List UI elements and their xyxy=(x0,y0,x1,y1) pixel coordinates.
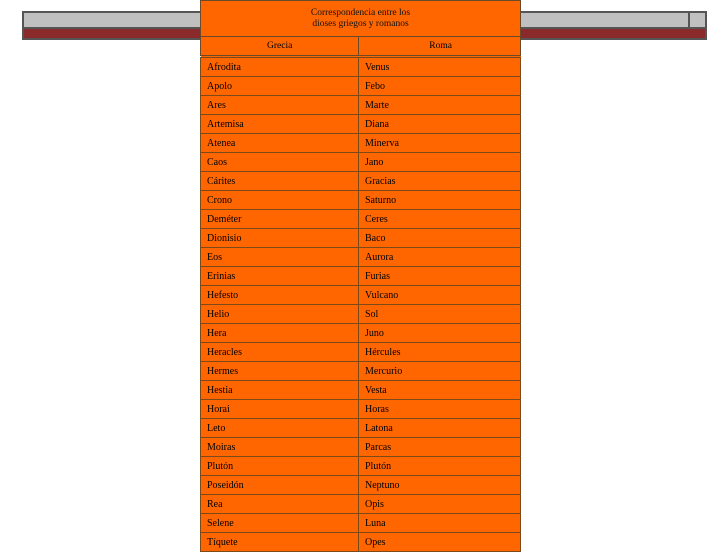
slide-corner-box xyxy=(688,11,707,29)
roman-god-cell: Juno xyxy=(359,324,521,343)
roman-god-cell: Furias xyxy=(359,267,521,286)
roman-god-cell: Ceres xyxy=(359,210,521,229)
table-row xyxy=(201,495,521,514)
header-greek: Grecia xyxy=(201,37,359,56)
table-row xyxy=(201,96,521,115)
roman-god-cell: Minerva xyxy=(359,134,521,153)
table-row xyxy=(201,533,521,552)
table-row xyxy=(201,248,521,267)
greek-god-cell: Horai xyxy=(201,400,359,419)
greek-god-cell: Caos xyxy=(201,153,359,172)
greek-god-cell: Dionisio xyxy=(201,229,359,248)
roman-god-cell: Hércules xyxy=(359,343,521,362)
table-row xyxy=(201,457,521,476)
greek-god-cell: Leto xyxy=(201,419,359,438)
roman-god-cell: Horas xyxy=(359,400,521,419)
roman-god-cell: Latona xyxy=(359,419,521,438)
greek-god-cell: Hefesto xyxy=(201,286,359,305)
header-roman: Roma xyxy=(359,37,521,56)
table-row xyxy=(201,305,521,324)
greek-god-cell: Eos xyxy=(201,248,359,267)
roman-god-cell: Parcas xyxy=(359,438,521,457)
table-row xyxy=(201,438,521,457)
greek-god-cell: Heracles xyxy=(201,343,359,362)
table-row xyxy=(201,362,521,381)
roman-god-cell: Gracias xyxy=(359,172,521,191)
roman-god-cell: Sol xyxy=(359,305,521,324)
table-row xyxy=(201,286,521,305)
greek-god-cell: Crono xyxy=(201,191,359,210)
table-row xyxy=(201,419,521,438)
table-body xyxy=(201,58,521,552)
table-row xyxy=(201,229,521,248)
greek-god-cell: Selene xyxy=(201,514,359,533)
greek-god-cell: Rea xyxy=(201,495,359,514)
table-row xyxy=(201,191,521,210)
roman-god-cell: Luna xyxy=(359,514,521,533)
roman-god-cell: Neptuno xyxy=(359,476,521,495)
roman-god-cell: Saturno xyxy=(359,191,521,210)
table-row xyxy=(201,172,521,191)
roman-god-cell: Vulcano xyxy=(359,286,521,305)
greek-god-cell: Plutón xyxy=(201,457,359,476)
roman-god-cell: Vesta xyxy=(359,381,521,400)
table-row xyxy=(201,343,521,362)
roman-god-cell: Diana xyxy=(359,115,521,134)
roman-god-cell: Jano xyxy=(359,153,521,172)
table-row xyxy=(201,476,521,495)
table-row xyxy=(201,324,521,343)
table-row xyxy=(201,381,521,400)
roman-god-cell: Opis xyxy=(359,495,521,514)
greek-god-cell: Atenea xyxy=(201,134,359,153)
greek-god-cell: Cárites xyxy=(201,172,359,191)
greek-god-cell: Apolo xyxy=(201,77,359,96)
greek-god-cell: Helio xyxy=(201,305,359,324)
table-title: Correspondencia entre los dioses griegos y romanos xyxy=(310,7,411,29)
roman-god-cell: Plutón xyxy=(359,457,521,476)
table-row xyxy=(201,153,521,172)
greek-god-cell: Hestia xyxy=(201,381,359,400)
roman-god-cell: Mercurio xyxy=(359,362,521,381)
table-row xyxy=(201,267,521,286)
gods-correspondence-table xyxy=(200,0,521,552)
table-row xyxy=(201,115,521,134)
table-row xyxy=(201,77,521,96)
gods-table-container xyxy=(200,0,520,548)
greek-god-cell: Moiras xyxy=(201,438,359,457)
greek-god-cell: Ares xyxy=(201,96,359,115)
greek-god-cell: Artemisa xyxy=(201,115,359,134)
table-row xyxy=(201,210,521,229)
roman-god-cell: Aurora xyxy=(359,248,521,267)
greek-god-cell: Poseidón xyxy=(201,476,359,495)
table-row xyxy=(201,514,521,533)
greek-god-cell: Afrodita xyxy=(201,58,359,77)
greek-god-cell: Hera xyxy=(201,324,359,343)
table-row xyxy=(201,400,521,419)
roman-god-cell: Marte xyxy=(359,96,521,115)
table-title-cell xyxy=(201,1,521,37)
greek-god-cell: Deméter xyxy=(201,210,359,229)
roman-god-cell: Venus xyxy=(359,58,521,77)
greek-god-cell: Hermes xyxy=(201,362,359,381)
roman-god-cell: Opes xyxy=(359,533,521,552)
greek-god-cell: Tíquete xyxy=(201,533,359,552)
greek-god-cell: Erinias xyxy=(201,267,359,286)
roman-god-cell: Febo xyxy=(359,77,521,96)
table-row xyxy=(201,134,521,153)
roman-god-cell: Baco xyxy=(359,229,521,248)
table-row xyxy=(201,58,521,77)
